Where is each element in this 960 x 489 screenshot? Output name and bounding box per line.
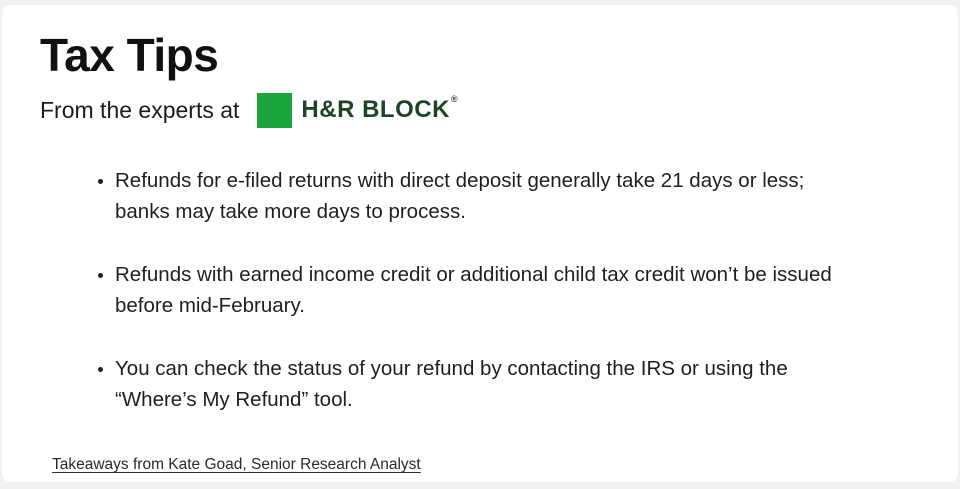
hr-block-wordmark [301,96,457,124]
list-item [115,165,938,227]
list-item [115,353,938,415]
bullet-line: Refunds for e-filed returns with direct deposit generally take 21 days or less; [115,168,805,192]
hr-block-logo [257,93,457,128]
bullet-line: “Where’s My Refund” tool. [115,387,353,411]
bullet-line: You can check the status of your refund by contacting the IRS or using the [115,356,788,380]
tax-tips-card [2,5,958,482]
list-item [115,259,938,321]
page-title: Tax Tips [40,29,219,81]
subtitle-text: From the experts at [40,96,240,123]
tips-list [40,165,938,415]
hr-block-wordmark-text: H&R BLOCK [301,96,450,124]
hr-block-green-square-icon [257,93,292,128]
bullet-line: banks may take more days to process. [115,199,466,223]
attribution-link[interactable]: Takeaways from Kate Goad, Senior Research Analyst [52,456,421,473]
trademark-symbol: ® [450,94,459,105]
bullet-line: Refunds with earned income credit or additional child tax credit won’t be issued [115,262,832,286]
bullet-line: before mid-February. [115,293,305,317]
subtitle-row [40,93,938,128]
card-content [2,5,958,482]
